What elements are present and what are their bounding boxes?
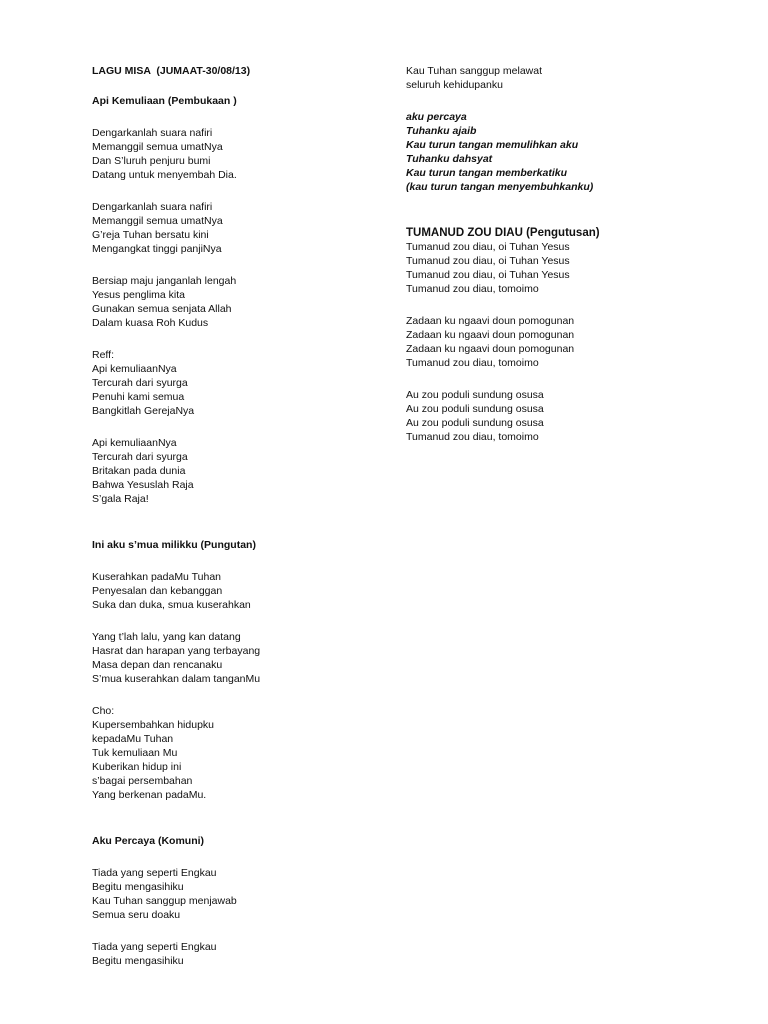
lyric-line: Tumanud zou diau, tomoimo [406,357,539,369]
lyric-line: Yesus penglima kita [92,289,186,301]
lyric-line: Tumanud zou diau, tomoimo [406,431,539,443]
lyric-line: Tuhanku ajaib [406,125,477,137]
lyric-line: Kau Tuhan sanggup menjawab [92,895,237,907]
stanza [92,866,382,922]
section-title-ini-aku: Ini aku s’mua milikku (Pungutan) [92,539,256,551]
lyric-line: Tumanud zou diau, tomoimo [406,283,539,295]
lyric-line: seluruh kehidupanku [406,79,503,91]
lyric-line: Tiada yang seperti Engkau [92,867,217,879]
lyric-line: Bahwa Yesuslah Raja [92,479,194,491]
lyric-line: Hasrat dan harapan yang terbayang [92,645,261,657]
lyric-line: Kau turun tangan memulihkan aku [406,139,579,151]
lyric-line: (kau turun tangan menyembuhkanku) [406,181,594,193]
lyric-line: Au zou poduli sundung osusa [406,417,544,429]
stanza [406,314,706,370]
lyric-line: Suka dan duka, smua kuserahkan [92,599,251,611]
stanza [92,940,382,968]
stanza [92,436,382,506]
lyric-line: Bersiap maju janganlah lengah [92,275,237,287]
lyric-line: Tuk kemuliaan Mu [92,747,178,759]
lyric-line: Zadaan ku ngaavi doun pomogunan [406,329,575,341]
lyric-line: Tumanud zou diau, oi Tuhan Yesus [406,269,570,281]
stanza-continuation [406,64,706,92]
lyric-line: Penuhi kami semua [92,391,185,403]
lyric-line: Begitu mengasihiku [92,955,184,967]
lyric-line: Kau Tuhan sanggup melawat [406,65,543,77]
lyric-line: Begitu mengasihiku [92,881,184,893]
lyric-line: Dengarkanlah suara nafiri [92,201,213,213]
section-title-tumanud: TUMANUD ZOU DIAU (Pengutusan) [406,227,600,239]
lyric-line: Api kemuliaanNya [92,437,177,449]
lyric-line: Cho: [92,705,115,717]
lyric-line: Kuserahkan padaMu Tuhan [92,571,222,583]
lyric-line: S’gala Raja! [92,493,149,505]
chorus [92,704,382,802]
section-title-aku-percaya: Aku Percaya (Komuni) [92,835,205,847]
lyric-line: s’bagai persembahan [92,775,193,787]
lyric-line: S’mua kuserahkan dalam tanganMu [92,673,261,685]
lyric-line: Tiada yang seperti Engkau [92,941,217,953]
lyric-line: Britakan pada dunia [92,465,186,477]
lyric-line: Memanggil semua umatNya [92,141,223,153]
lyric-line: Kuberikan hidup ini [92,761,182,773]
lyric-line: Au zou poduli sundung osusa [406,389,544,401]
stanza [92,126,382,182]
lyric-line: Dan S’luruh penjuru bumi [92,155,211,167]
left-column [92,64,382,968]
lyric-line: Kau turun tangan memberkatiku [406,167,568,179]
stanza [406,240,706,296]
lyric-line: Bangkitlah GerejaNya [92,405,195,417]
lyric-line: Au zou poduli sundung osusa [406,403,544,415]
lyric-line: Kupersembahkan hidupku [92,719,215,731]
lyric-line: Dengarkanlah suara nafiri [92,127,213,139]
lyric-line: Datang untuk menyembah Dia. [92,169,237,181]
section-title-api-kemuliaan: Api Kemuliaan (Pembukaan ) [92,95,237,107]
lyric-line: Mengangkat tinggi panjiNya [92,243,222,255]
lyric-line: Gunakan semua senjata Allah [92,303,232,315]
lyric-line: kepadaMu Tuhan [92,733,174,745]
lyric-line: Api kemuliaanNya [92,363,177,375]
stanza [406,388,706,444]
stanza [92,274,382,330]
document-title: LAGU MISA (JUMAAT-30/08/13) [92,65,251,77]
lyric-line: G’reja Tuhan bersatu kini [92,229,209,241]
chorus-aku-percaya [406,110,706,194]
lyric-line: Tuhanku dahsyat [406,153,493,165]
lyric-line: Masa depan dan rencanaku [92,659,223,671]
lyric-line: Yang t’lah lalu, yang kan datang [92,631,241,643]
lyric-line: Zadaan ku ngaavi doun pomogunan [406,343,575,355]
lyric-line: Memanggil semua umatNya [92,215,223,227]
lyric-line: Tumanud zou diau, oi Tuhan Yesus [406,241,570,253]
lyric-line: Reff: [92,349,114,361]
lyric-line: aku percaya [406,111,467,123]
lyric-line: Zadaan ku ngaavi doun pomogunan [406,315,575,327]
stanza [92,630,382,686]
lyric-line: Yang berkenan padaMu. [92,789,207,801]
lyric-line: Dalam kuasa Roh Kudus [92,317,209,329]
lyric-line: Tercurah dari syurga [92,451,188,463]
stanza [92,200,382,256]
refrain [92,348,382,418]
lyric-line: Tercurah dari syurga [92,377,188,389]
stanza [92,570,382,612]
right-column [406,64,706,444]
lyric-line: Tumanud zou diau, oi Tuhan Yesus [406,255,570,267]
lyric-line: Penyesalan dan kebanggan [92,585,223,597]
lyric-line: Semua seru doaku [92,909,181,921]
